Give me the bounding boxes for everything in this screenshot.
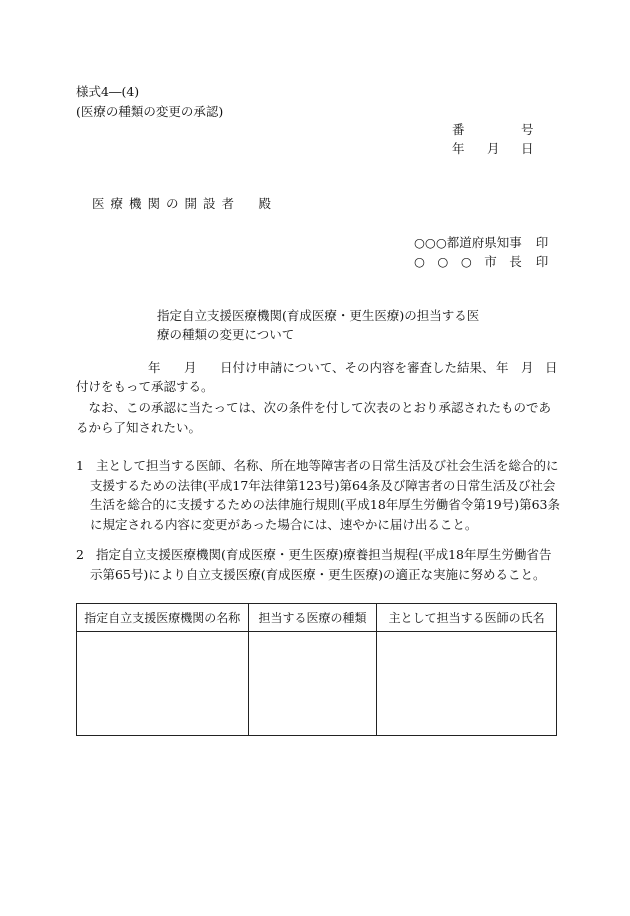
number-label: 番 xyxy=(452,122,465,137)
body-approval-day: 日 xyxy=(545,360,558,375)
issuer-mayor-name: ○ ○ ○ 市 長 xyxy=(414,254,522,269)
seal-mark: 印 xyxy=(535,235,549,250)
seal-mark: 印 xyxy=(535,254,549,269)
body-line-2: 付けをもって承認する。 xyxy=(76,379,214,394)
subject-line-1: 指定自立支援医療機関(育成医療・更生医療)の担当する医 xyxy=(157,308,480,323)
table-cell-medical-type xyxy=(248,632,377,736)
column-header-physician-name: 主として担当する医師の氏名 xyxy=(377,604,557,632)
body-main-text: 日付け申請について、その内容を審査した結果、 xyxy=(220,360,495,375)
body-approval-year: 年 xyxy=(496,360,509,375)
body-date-year: 年 xyxy=(148,360,161,375)
body-paragraph-2-text: なお、この承認に当たっては、次の条件を付して次表のとおり承認されたものであるから了知されたい。 xyxy=(76,400,552,435)
issuer-governor xyxy=(414,237,548,250)
table-cell-physician-name xyxy=(377,632,557,736)
number-suffix: 号 xyxy=(521,122,534,137)
condition-number: 2 xyxy=(76,547,84,562)
column-header-facility-name: 指定自立支援医療機関の名称 xyxy=(77,604,249,632)
condition-text: 主として担当する医師、名称、所在地等障害者の日常生活及び社会生活を総合的に支援するための法律(平成17年法律第123号)第64条及び障害者の日常生活及び社会生活を総合的に支援するための法律施行規則(平成18年厚生労働省令第19号)第63条に規定される内容に変更があった場合には、速やかに届け出ること。 xyxy=(90,458,560,532)
issuer-mayor xyxy=(414,256,548,269)
body-approval-month: 月 xyxy=(521,360,534,375)
issuer-governor-name: ○○○都道府県知事 xyxy=(414,235,522,250)
date-month-label: 月 xyxy=(487,141,500,156)
table-cell-facility-name xyxy=(77,632,249,736)
date-day-label: 日 xyxy=(521,141,534,156)
condition-text: 指定自立支援医療機関(育成医療・更生医療)療養担当規程(平成18年厚生労働省告示第65号)により自立支援医療(育成医療・更生医療)の適正な実施に努めること。 xyxy=(90,547,552,582)
addressee: 医療機関の開設者 殿 xyxy=(92,196,278,211)
date-year-label: 年 xyxy=(452,141,465,156)
subject-line-2: 療の種類の変更について xyxy=(157,327,295,342)
condition-2 xyxy=(76,545,562,584)
approval-table xyxy=(76,603,557,736)
table-row xyxy=(77,632,557,736)
body-date-month: 月 xyxy=(184,360,197,375)
condition-1 xyxy=(76,456,562,534)
body-paragraph-2 xyxy=(76,398,562,437)
table-header-row xyxy=(77,604,557,632)
condition-number: 1 xyxy=(76,458,84,473)
column-header-medical-type: 担当する医療の種類 xyxy=(248,604,377,632)
form-subtitle: (医療の種類の変更の承認) xyxy=(76,104,224,119)
form-number: 様式4―(4) xyxy=(76,84,140,99)
